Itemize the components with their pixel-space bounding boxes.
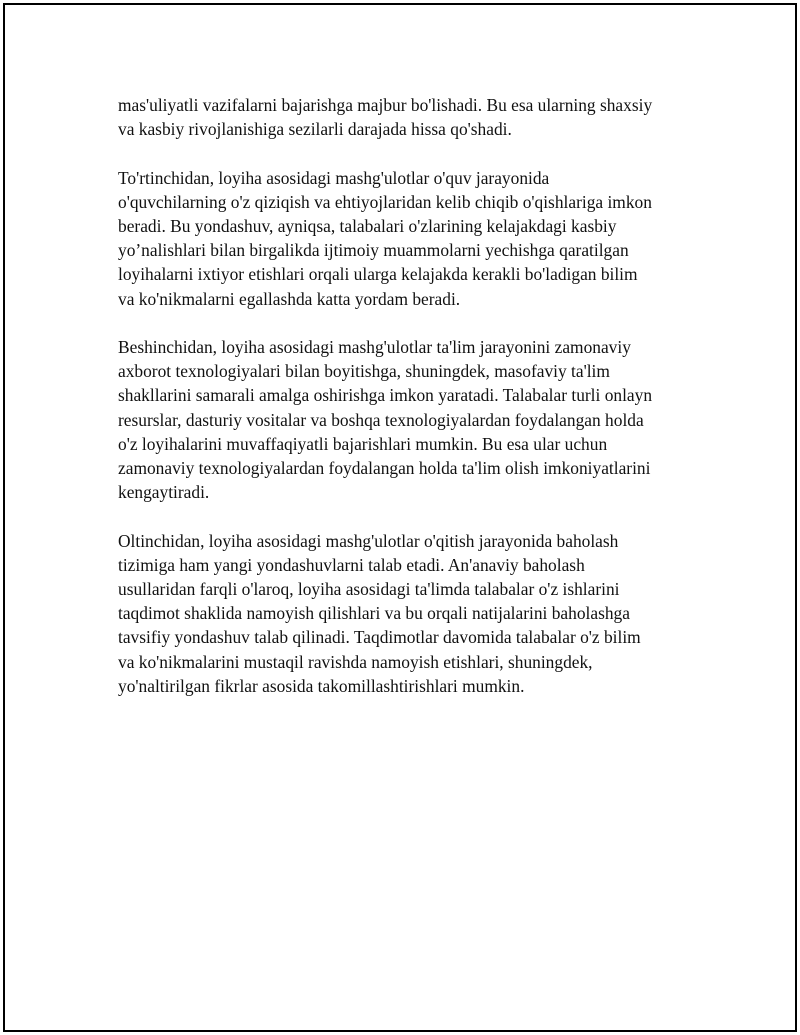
text-line: shakllarini samarali amalga oshirishga imkon yaratadi. Talabalar turli onlayn (118, 385, 653, 406)
paragraph-4 (118, 529, 708, 698)
text-line: va ko'nikmalarni egallashda katta yordam beradi. (118, 288, 461, 309)
text-line: To'rtinchidan, loyiha asosidagi mashg'ulotlar o'quv jarayonida (118, 167, 550, 188)
text-line: kengaytiradi. (118, 482, 210, 503)
text-line: loyihalarni ixtiyor etishlari orqali ularga kelajakda kerakli bo'ladigan bilim (118, 264, 638, 285)
paragraph-1 (118, 93, 708, 141)
text-line: tizimiga ham yangi yondashuvlarni talab etadi. An'anaviy baholash (118, 554, 585, 575)
text-line: va ko'nikmalarini mustaqil ravishda namoyish etishlari, shuningdek, (118, 651, 593, 672)
text-line: o'z loyihalarini muvaffaqiyatli bajarishlari mumkin. Bu esa ular uchun (118, 433, 608, 454)
text-line: axborot texnologiyalari bilan boyitishga, shuningdek, masofaviy ta'lim (118, 361, 610, 382)
text-line: taqdimot shaklida namoyish qilishlari va bu orqali natijalarini baholashga (118, 603, 630, 624)
text-line: tavsifiy yondashuv talab qilinadi. Taqdimotlar davomida talabalar o'z bilim (118, 627, 641, 648)
document-page (3, 3, 797, 1032)
text-line: zamonaviy texnologiyalardan foydalangan holda ta'lim olish imkoniyatlarini (118, 458, 651, 479)
text-line: mas'uliyatli vazifalarni bajarishga majbur bo'lishadi. Bu esa ularning shaxsiy (118, 95, 653, 115)
document-body (118, 93, 708, 722)
paragraph-3 (118, 335, 708, 504)
text-line: usullaridan farqli o'laroq, loyiha asosidagi ta'limda talabalar o'z ishlarini (118, 579, 620, 600)
text-line: Beshinchidan, loyiha asosidagi mashg'ulotlar ta'lim jarayonini zamonaviy (118, 337, 631, 357)
text-line: yo'naltirilgan fikrlar asosida takomillashtirishlari mumkin. (118, 675, 525, 696)
text-line: beradi. Bu yondashuv, ayniqsa, talabalari o'zlarining kelajakdagi kasbiy (118, 216, 617, 236)
text-line: va kasbiy rivojlanishiga sezilarli darajada hissa qo'shadi. (118, 119, 512, 140)
text-line: resurslar, dasturiy vositalar va boshqa texnologiyalardan foydalangan holda (118, 409, 644, 430)
text-line: Oltinchidan, loyiha asosidagi mashg'ulotlar o'qitish jarayonida baholash (118, 530, 619, 551)
text-line: o'quvchilarning o'z qiziqish va ehtiyojlaridan kelib chiqib o'qishlariga imkon (118, 191, 652, 212)
paragraph-2 (118, 166, 708, 311)
text-line: yo’nalishlari bilan birgalikda ijtimoiy muammolarni yechishga qaratilgan (118, 240, 629, 261)
